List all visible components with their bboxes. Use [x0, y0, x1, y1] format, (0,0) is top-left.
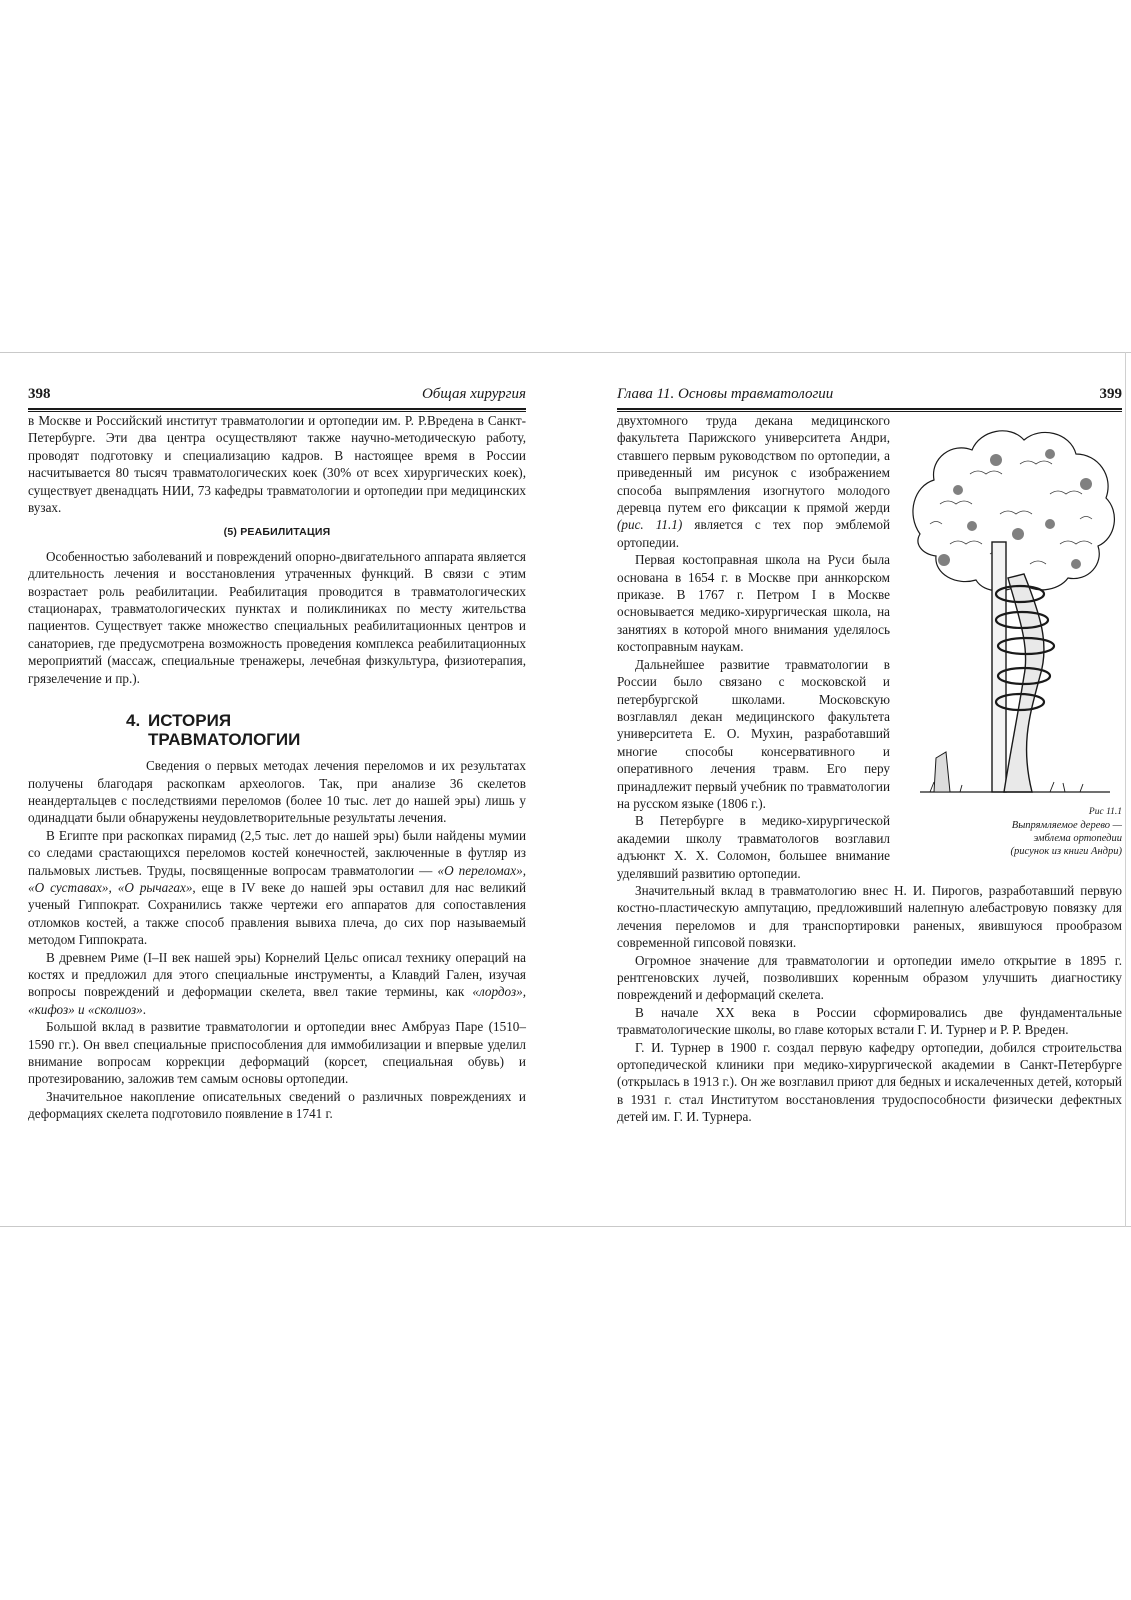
right-page — [617, 386, 1122, 1126]
caption-line: Выпрямляемое дерево — — [1011, 820, 1122, 831]
text-figure-wrap — [617, 412, 1122, 882]
paragraph: В начале XX века в России сформировались две фундаментальные травматологические школы, во главе которых встали Г. И. Турнер и Р. Р. Вреден. — [617, 1004, 1122, 1038]
paragraph — [28, 949, 526, 1019]
text-run: , еще в IV веке до нашей эры оставил для нас великий ученый Гиппократ. Сохранились также чертежи его аппаратов для сопоставления отломков костей, а также способ правления вывиха плеча, до сих пор называемый методом Гиппократа. — [28, 879, 526, 948]
figure-caption — [900, 806, 1122, 858]
page-number: 399 — [1099, 386, 1122, 402]
intro-paragraph: в Москве и Российский институт травматологии и ортопедии им. Р. Р.Вредена в Санкт-Петербурге. Эти два центра осуществляют также научно-методическую работу, проводят подготовку и специализацию кадров. В настоящее время в России насчитывается 80 тысяч травматологических коек (30% от всех хирургических коек), существует двенадцать НИИ, 73 кафедры травматологии и ортопедии при медицинских вузах. — [28, 413, 526, 516]
paragraph: В Петербурге в медико-хирургической академии школу травматологов возглавил адъюнкт Х. Х. Соломон, большее внимание уделявший развитию ортопедии. — [617, 813, 890, 881]
narrow-column — [617, 412, 890, 882]
text-run: В древнем Риме (I–II век нашей эры) Корнелий Цельс описал технику операций на костях и предложил для этого специальные инструменты, а Клавдий Гален, изучая вопросы повреждений и деформации скелета, ввел такие термины, как — [28, 949, 526, 1000]
paragraph: Значительное накопление описательных сведений о различных повреждениях и деформациях скелета подготовило появление в 1741 г. — [28, 1088, 526, 1122]
spread-bottom-edge — [0, 1226, 1131, 1227]
section-number: 4. — [126, 711, 141, 731]
paragraph: Дальнейшее развитие травматологии в России было связано с московской и петербургской школами. Московскую возглавлял декан медицинского факультета университета Е. О. Мухин, разработавший многие способы консервативного и оперативного лечения травм. Его перу принадлежит первый учебник по травматологии на русском языке (1806 г.). — [617, 656, 890, 811]
running-title: Глава 11. Основы травматологии — [617, 386, 834, 402]
paragraph — [617, 412, 890, 551]
figure-11-1 — [900, 414, 1122, 882]
figure-label: Рис 11.1 — [1088, 807, 1122, 817]
caption-line: (рисунок из книги Андри) — [1010, 846, 1122, 857]
paragraph: Первая костоправная школа на Руси была основана в 1654 г. в Москве при аннкорском приказе. В 1767 г. Петром I в Москве основывается медико-хирургическая школа, на занятиях в которой много внимания уделялось костоправным наукам. — [617, 552, 890, 655]
paragraph: Значительный вклад в травматологию внес Н. И. Пирогов, разработавший первую костно-пластическую ампутацию, предложивший налепную алебастровую повязку для лечения переломов и для транспортировки раненых, явившуюся прообразом современной гипсовой повязки. — [617, 882, 1122, 951]
text-run: является с тех пор эмблемой ортопедии. — [617, 517, 890, 550]
right-page-header — [617, 386, 1122, 408]
tree-illustration — [900, 414, 1122, 800]
section-heading — [126, 711, 526, 749]
left-page — [28, 386, 526, 1123]
running-title: Общая хирургия — [421, 386, 526, 402]
text-run: В Египте при раскопках пирамид (2,5 тыс. лет до нашей эры) были найдены мумии со следами срастающихся переломов костей конечностей, заключенные в футляр из пальмовых листьев. Труды, посвященные вопросам травматологии — — [28, 827, 526, 878]
left-page-body — [28, 412, 526, 1123]
caption-line: эмблема ортопедии — [1033, 833, 1122, 844]
subheading: (5) РЕАБИЛИТАЦИЯ — [223, 526, 331, 539]
right-page-body — [617, 412, 1122, 1126]
paragraph: Г. И. Турнер в 1900 г. создал первую кафедру ортопедии, добился строительства ортопедической клиники при медико-хирургической академии в Санкт-Петербурге (открылась в 1913 г.). Он же возглавил приют для бедных и искалеченных детей, который в 1931 г. стал Институтом восстановления трудоспособности физически дефектных детей им. Г. И. Турнера. — [617, 1039, 1122, 1125]
page-number: 398 — [28, 386, 51, 402]
italic-run: «О переломах», «О суставах», «О рычагах» — [28, 862, 526, 895]
figure-reference: (рис. 11.1) — [617, 517, 683, 533]
spread-right-edge — [1125, 352, 1126, 1227]
paragraph — [28, 827, 526, 949]
section-title-line1: ИСТОРИЯ — [148, 711, 232, 731]
paragraph: Сведения о первых методах лечения переломов и их результатах получены благодаря раскопкам археологов. Так, при анализе 36 скелетов неандертальцев с последствиями переломов (более 10 тыс. лет до нашей эры) лишь у одинадцати были обнаружены неудовлетворительные результаты лечения. — [28, 758, 526, 826]
paragraph: Большой вклад в развитие травматологии и ортопедии внес Амбруаз Паре (1510–1590 гг.). Он ввел специальные приспособления для иммобилизации и впервые уделил внимание вопросам коррекции деформаций (корсет, специальная обувь) и протезированию, заложив тем самым основы ортопедии. — [28, 1019, 526, 1087]
rehab-paragraph: Особенностью заболеваний и повреждений опорно-двигательного аппарата является длительность лечения и восстановления утраченных функций. В связи с этим возрастает роль реабилитации. Реабилитация проводится в травматологических стационарах, травматологических пунктах и поликлиниках по месту жительства пациентов. Существует также множество специальных реабилитационных центров и санаториев, где предусмотрена возможность проведения комплекса реабилитационных мероприятий (массаж, специальные тренажеры, лечебная физкультура, физиотерапия, грязелечение и пр.). — [28, 548, 526, 686]
text-run: . — [142, 1001, 147, 1017]
section-title-line2: ТРАВМАТОЛОГИИ — [148, 730, 301, 750]
left-page-header — [28, 386, 526, 408]
paragraph: Огромное значение для травматологии и ортопедии имело открытие в 1895 г. рентгеновских лучей, позволивших коренным образом улучшить диагностику повреждений и деформаций скелета. — [617, 952, 1122, 1003]
spread-top-edge — [0, 352, 1131, 353]
italic-run: «лордоз», «кифоз» и «сколиоз» — [28, 984, 526, 1017]
text-run: двухтомного труда декана медицинского факультета Парижского университета Андри, ставшего первым руководством по ортопедии, а приведенный им рисунок с изображением способа выпрямления изогнутого молодого деревца путем его фиксации к прямой жерди — [617, 413, 890, 516]
